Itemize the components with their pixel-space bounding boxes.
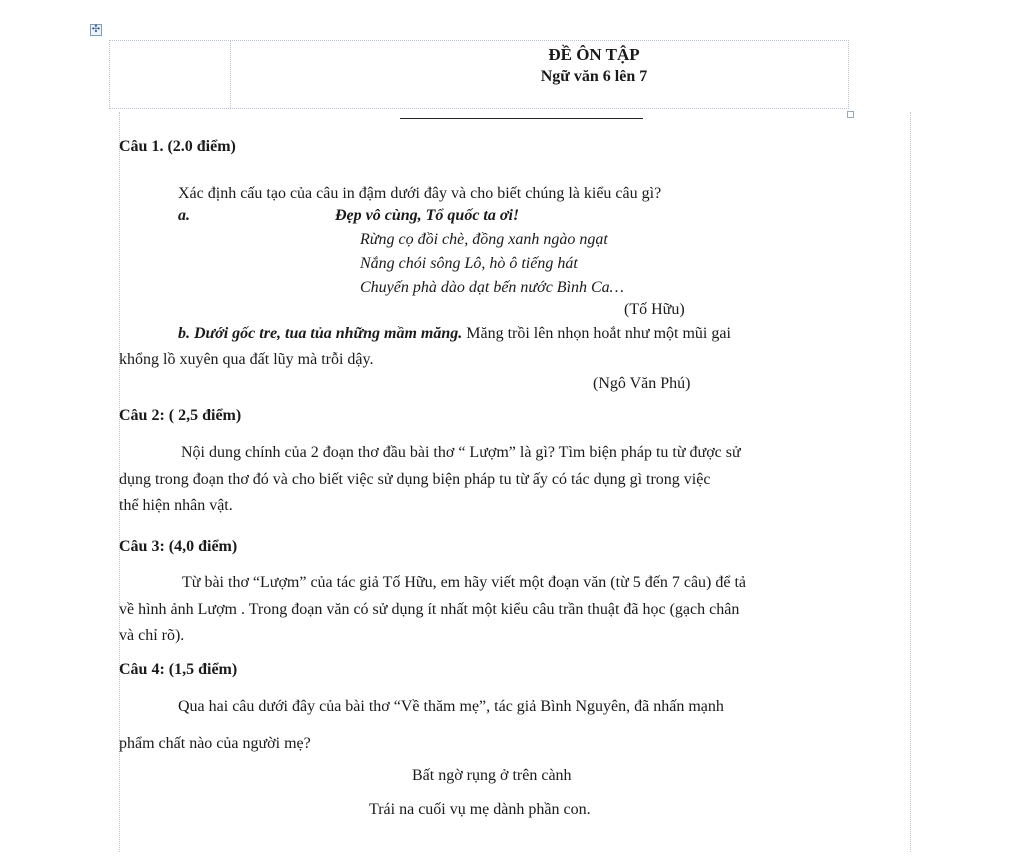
question-1b-line: [178, 324, 731, 344]
question-1a-bold-sentence: Đẹp vô cùng, Tổ quốc ta ơi!: [335, 207, 520, 224]
question-3-line: về hình ảnh Lượm . Trong đoạn văn có sử dụng ít nhất một kiểu câu trần thuật đã học (gạch chân: [119, 601, 740, 618]
page-subtitle: Ngữ văn 6 lên 7: [540, 68, 648, 85]
question-3-line: Từ bài thơ “Lượm” của tác giả Tố Hữu, em hãy viết một đoạn văn (từ 5 đến 7 câu) để tả: [182, 574, 747, 591]
question-4-poem-line: Bất ngờ rụng ở trên cành: [412, 767, 572, 784]
poem-line: Rừng cọ đồi chè, đồng xanh ngào ngạt: [360, 231, 608, 248]
question-3-heading: Câu 3: (4,0 điểm): [119, 538, 238, 555]
poem-line: Nắng chói sông Lô, hò ô tiếng hát: [360, 255, 578, 272]
header-table: [109, 40, 849, 109]
question-3-line: và chỉ rõ).: [119, 627, 185, 644]
question-4-heading: Câu 4: (1,5 điểm): [119, 661, 238, 678]
question-1-heading: Câu 1. (2.0 điểm): [119, 138, 236, 155]
question-2-heading: Câu 2: ( 2,5 điểm): [119, 407, 242, 424]
question-1b-line-2: khổng lồ xuyên qua đất lũy mà trỗi dậy.: [119, 351, 374, 368]
question-4-line: phẩm chất nào của người mẹ?: [119, 735, 311, 752]
table-move-handle-icon[interactable]: ✣: [91, 24, 101, 35]
question-1-prompt: Xác định cấu tạo của câu in đậm dưới đây và cho biết chúng là kiểu câu gì?: [178, 185, 662, 202]
question-4-line: Qua hai câu dưới đây của bài thơ “Về thăm mẹ”, tác giả Bình Nguyên, đã nhấn mạnh: [178, 698, 724, 715]
question-4-poem-line: Trái na cuối vụ mẹ dành phần con.: [369, 801, 591, 818]
question-1b-bold-sentence: b. Dưới gốc tre, tua tủa những mầm măng.: [178, 325, 463, 342]
title-underline: [400, 118, 643, 119]
page-title: ĐỀ ÔN TẬP: [548, 45, 640, 64]
question-2-line: thể hiện nhân vật.: [119, 497, 233, 514]
question-1b-rest: Măng trồi lên nhọn hoắt như một mũi gai: [462, 325, 731, 342]
question-1a-label: a.: [178, 207, 190, 224]
poem-line: Chuyến phà dào dạt bến nước Bình Ca…: [360, 279, 624, 296]
table-resize-handle[interactable]: [847, 111, 854, 118]
poem-author: (Tố Hữu): [624, 301, 685, 318]
page-right-border: [910, 112, 911, 852]
table-column-divider: [230, 41, 231, 108]
question-2-line: Nội dung chính của 2 đoạn thơ đầu bài thơ “ Lượm” là gì? Tìm biện pháp tu từ được sử: [181, 444, 741, 461]
question-1b-author: (Ngô Văn Phú): [593, 375, 691, 392]
question-2-line: dụng trong đoạn thơ đó và cho biết việc sử dụng biện pháp tu từ ấy có tác dụng gì trong việc: [119, 471, 711, 488]
